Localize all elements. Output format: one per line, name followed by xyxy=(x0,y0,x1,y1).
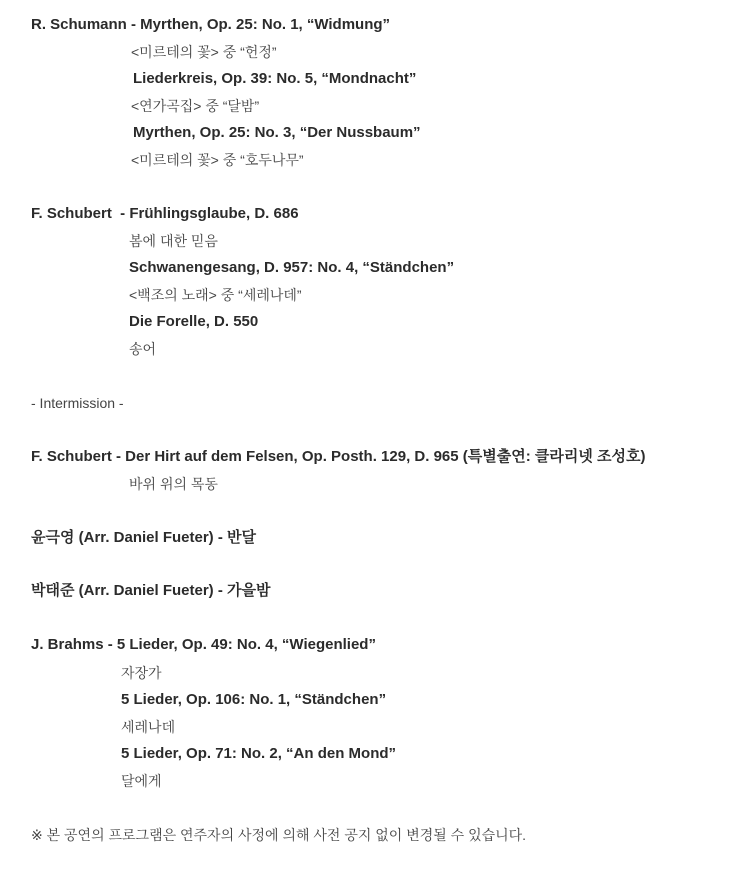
brahms-item-4: 5 Lieder, Op. 71: No. 2, “An den Mond” xyxy=(121,745,397,762)
program-change-notice: ※ 본 공연의 프로그램은 연주자의 사정에 의해 사전 공지 없이 변경될 수 있습니다. xyxy=(31,827,527,843)
brahms-item-5: 달에게 xyxy=(121,773,162,789)
intermission-label: - Intermission - xyxy=(31,395,124,411)
park-song: 박태준 (Arr. Daniel Fueter) - 가을밤 xyxy=(31,582,271,599)
schumann-item-4: Myrthen, Op. 25: No. 3, “Der Nussbaum” xyxy=(133,124,421,141)
schumann-item-3: <연가곡집> 중 “달밤” xyxy=(131,98,260,114)
schumann-item-1: <미르테의 꽃> 중 “헌정” xyxy=(131,44,277,60)
schubert-header: F. Schubert - Frühlingsglaube, D. 686 xyxy=(31,205,299,222)
yun-song: 윤극영 (Arr. Daniel Fueter) - 반달 xyxy=(31,529,256,546)
schubert-item-4: Die Forelle, D. 550 xyxy=(129,313,259,330)
schumann-header: R. Schumann - Myrthen, Op. 25: No. 1, “Widmung” xyxy=(31,16,391,33)
brahms-item-3: 세레나데 xyxy=(121,719,176,735)
schumann-item-5: <미르테의 꽃> 중 “호두나무” xyxy=(131,152,304,168)
schubert-item-5: 송어 xyxy=(129,341,157,357)
schubert-item-1: 봄에 대한 믿음 xyxy=(129,233,218,249)
schubert-item-3: <백조의 노래> 중 “세레나데” xyxy=(129,287,302,303)
schubert-item-2: Schwanengesang, D. 957: No. 4, “Ständchen” xyxy=(129,259,455,276)
brahms-item-1: 자장가 xyxy=(121,665,162,681)
brahms-header: J. Brahms - 5 Lieder, Op. 49: No. 4, “Wiegenlied” xyxy=(31,636,376,653)
schumann-item-2: Liederkreis, Op. 39: No. 5, “Mondnacht” xyxy=(133,70,417,87)
brahms-item-2: 5 Lieder, Op. 106: No. 1, “Ständchen” xyxy=(121,691,387,708)
schubert-shepherd-item-1: 바위 위의 목동 xyxy=(129,476,218,492)
schubert-shepherd-header: F. Schubert - Der Hirt auf dem Felsen, Op. Posth. 129, D. 965 (특별출연: 클라리넷 조성호) xyxy=(31,448,646,465)
